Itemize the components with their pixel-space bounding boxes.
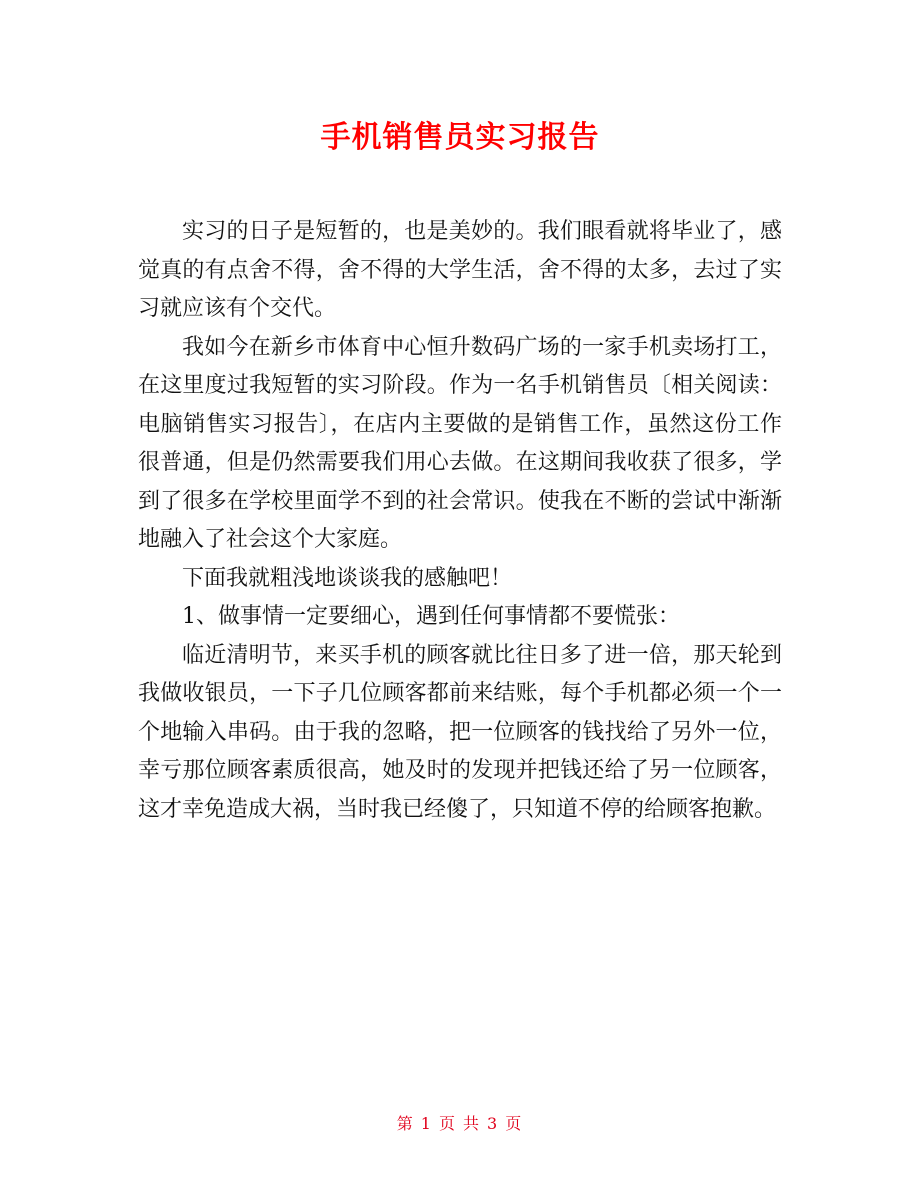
paragraph-work-description: 我如今在新乡市体育中心恒升数码广场的一家手机卖场打工，在这里度过我短暂的实习阶段。作为一名手机销售员〔相关阅读：电脑销售实习报告〕，在店内主要做的是销售工作，虽然这份工作很普通，但是仍然需要我们用心去做。在这期间我收获了很多，学到了很多在学校里面学不到的社会常识。使我在不断的尝试中渐渐地融入了社会这个大家庭。 (138, 334, 782, 552)
paragraph-intro: 实习的日子是短暂的，也是美妙的。我们眼看就将毕业了，感觉真的有点舍不得，舍不得的大学生活，舍不得的太多，去过了实习就应该有个交代。 (138, 219, 782, 321)
footer-current-page: 1 (420, 1114, 433, 1133)
paragraph-anecdote: 临近清明节，来买手机的顾客就比往日多了进一倍，那天轮到我做收银员，一下子几位顾客都前来结账，每个手机都必须一个一个地输入串码。由于我的忽略，把一位顾客的钱找给了另外一位，幸亏那位顾客素质很高，她及时的发现并把钱还给了另一位顾客，这才幸免造成大祸，当时我已经傻了，只知道不停的给顾客抱歉。 (138, 642, 782, 822)
page-footer (0, 1113, 920, 1135)
paragraph-point-heading: 1、做事情一定要细心，遇到任何事情都不要慌张： (182, 604, 680, 629)
footer-page-word: 页 (438, 1114, 457, 1133)
document-body (138, 213, 782, 829)
footer-page-prefix: 第 (396, 1114, 415, 1133)
footer-total-suffix: 页 (505, 1114, 524, 1133)
footer-total-pages: 3 (487, 1114, 500, 1133)
document-title: 手机销售员实习报告 (320, 120, 600, 155)
footer-total-prefix: 共 (463, 1114, 482, 1133)
paragraph-transition: 下面我就粗浅地谈谈我的感触吧！ (182, 565, 513, 591)
